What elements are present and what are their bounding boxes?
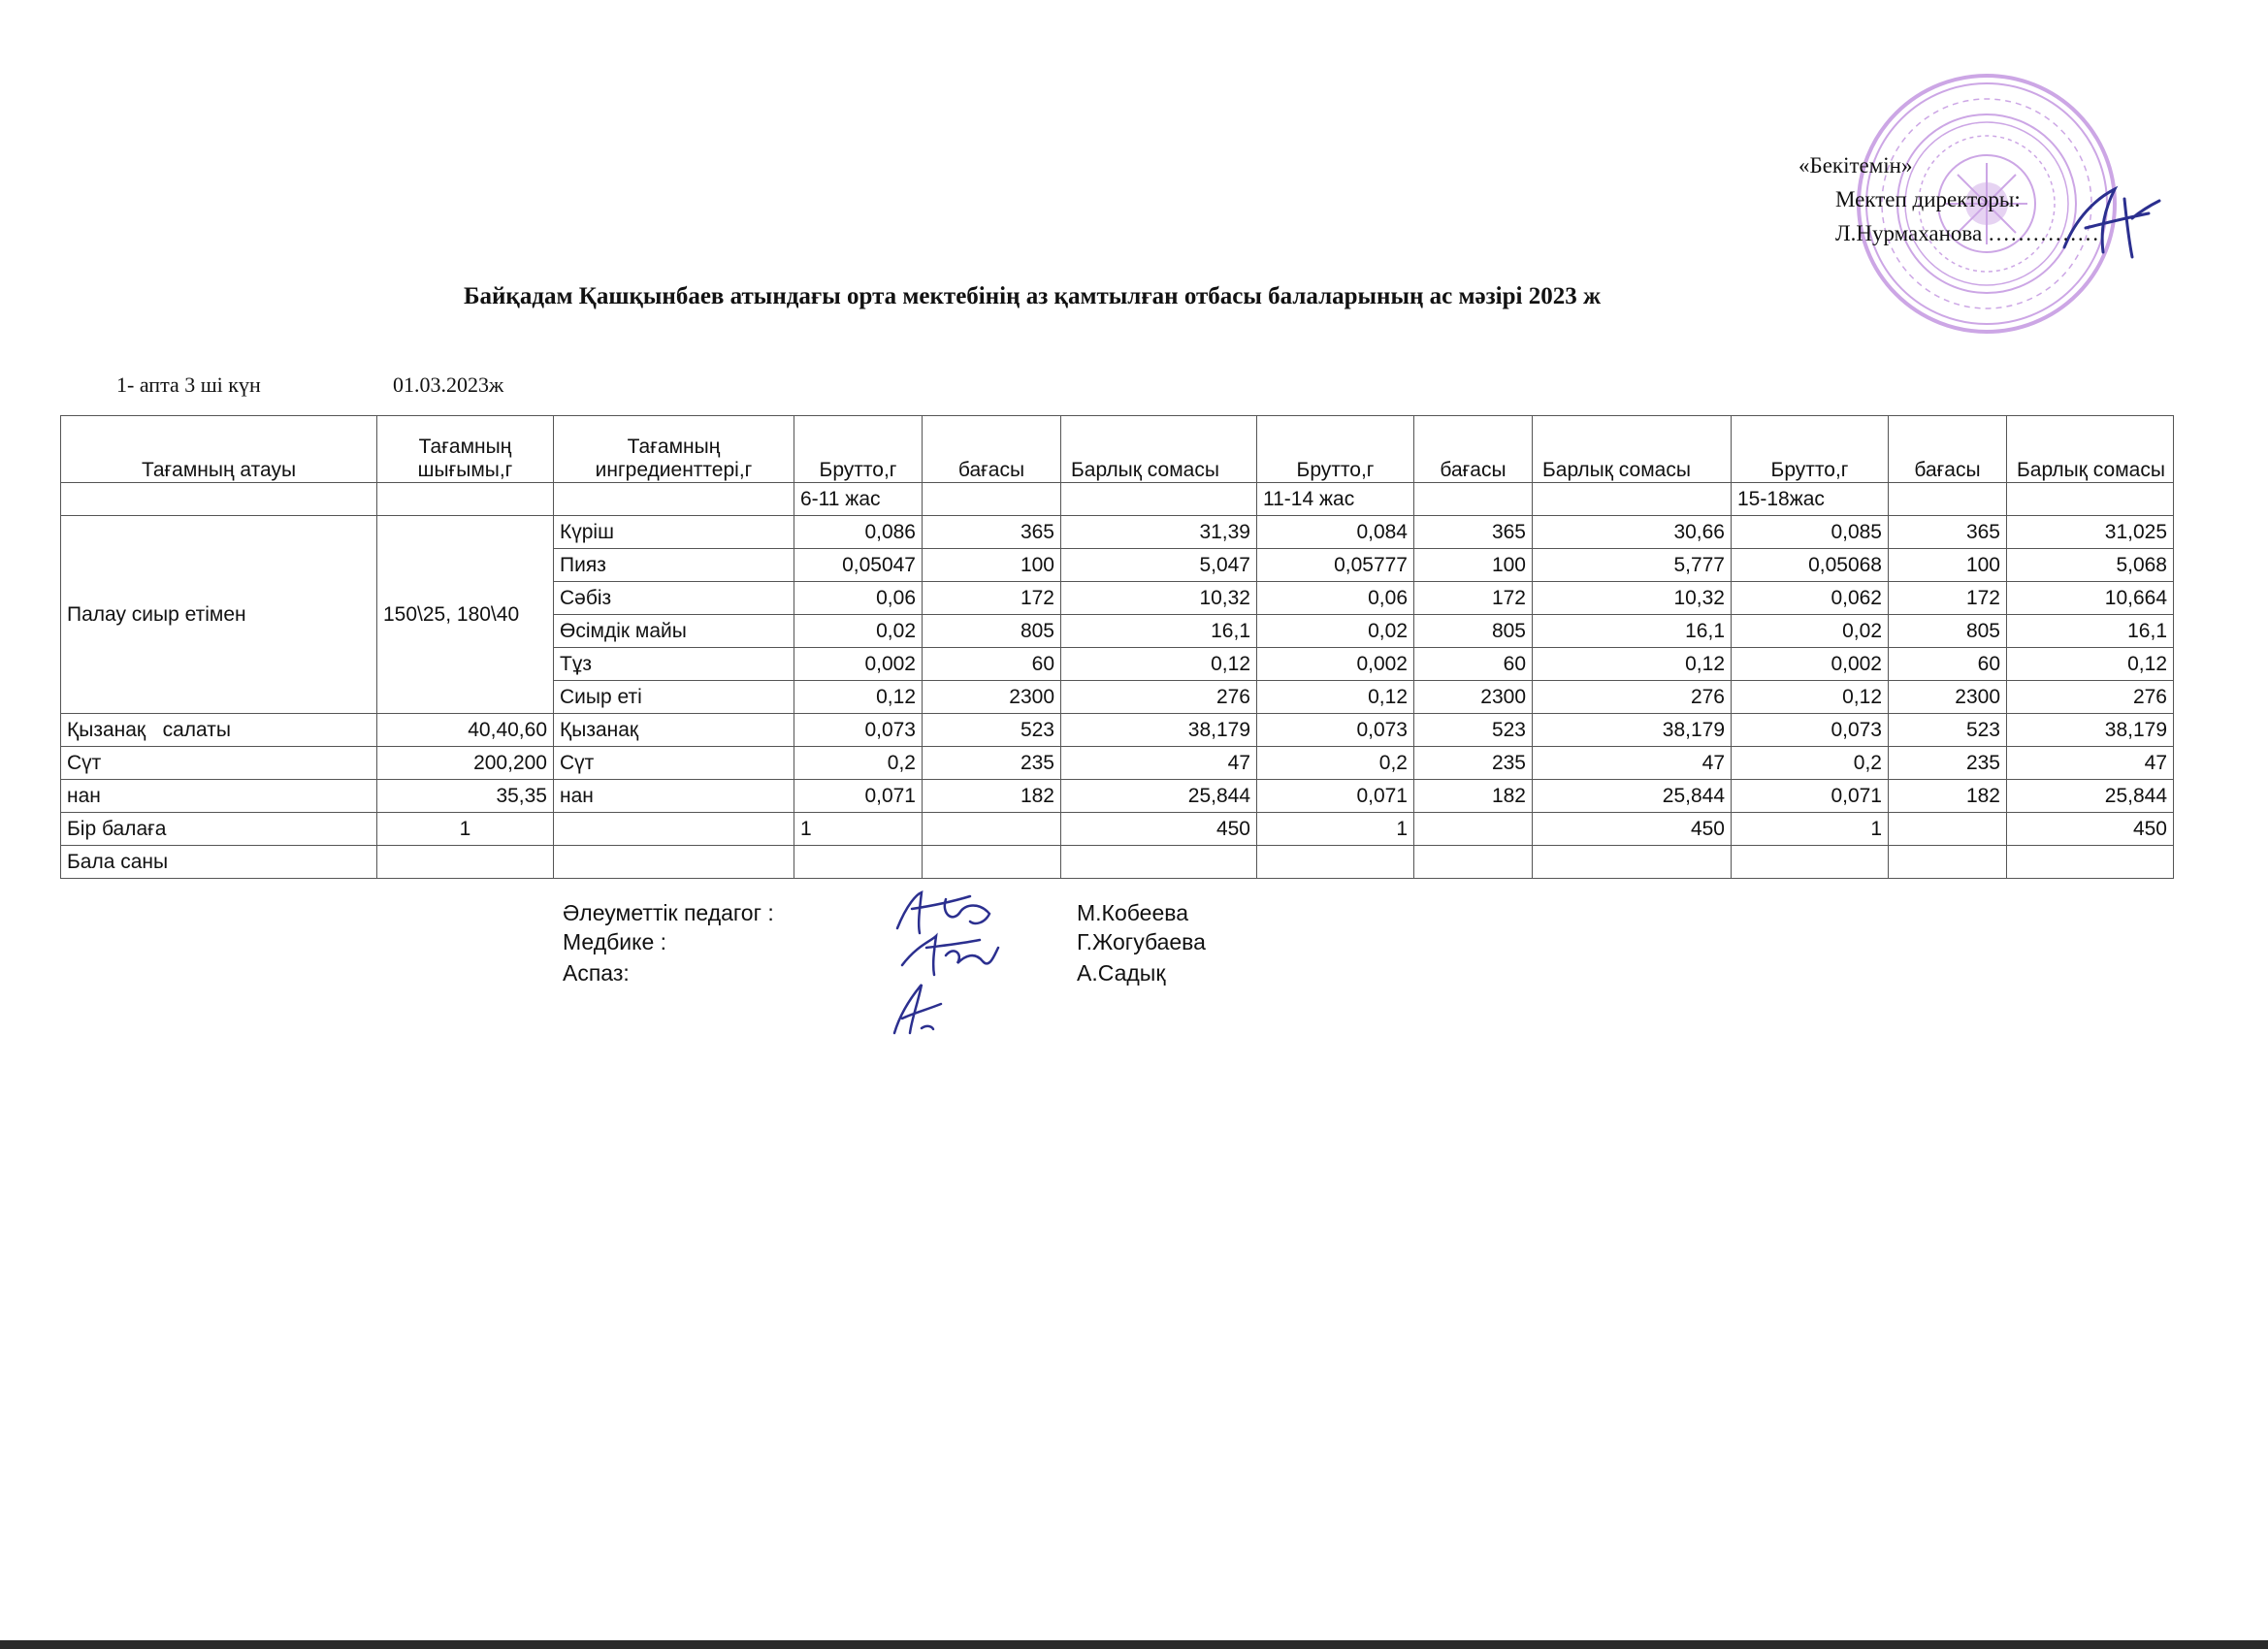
total-cell: 16,1 <box>1061 615 1257 648</box>
brutto-cell: 0,06 <box>1257 582 1414 615</box>
ingredient-name: Күріш <box>554 516 794 549</box>
brutto-cell: 0,073 <box>1257 714 1414 747</box>
brutto-cell: 0,073 <box>1732 714 1889 747</box>
price-cell: 235 <box>923 747 1061 780</box>
total-cell: 47 <box>1533 747 1732 780</box>
total-cell: 10,32 <box>1533 582 1732 615</box>
scan-edge-bar <box>0 1640 2268 1649</box>
price-cell: 60 <box>923 648 1061 681</box>
brutto-cell: 0,12 <box>794 681 923 714</box>
week-day-label: 1- апта 3 ші күн <box>116 372 261 397</box>
price-cell: 2300 <box>1414 681 1533 714</box>
header-brutto-2: Брутто,г <box>1257 416 1414 483</box>
ingredient-name: нан <box>554 780 794 813</box>
children-count-row <box>61 846 2174 879</box>
dish-yield: 150\25, 180\40 <box>377 516 554 714</box>
header-brutto-1: Брутто,г <box>794 416 923 483</box>
approval-title: «Бекітемін» <box>1798 153 1913 178</box>
per-child-total-3: 450 <box>2007 813 2174 846</box>
total-cell: 276 <box>2007 681 2174 714</box>
brutto-cell: 0,062 <box>1732 582 1889 615</box>
social-pedagogue-name: М.Кобеева <box>1077 900 1188 925</box>
dish-name: Сүт <box>61 747 377 780</box>
price-cell: 805 <box>1414 615 1533 648</box>
total-cell: 10,32 <box>1061 582 1257 615</box>
total-cell: 5,777 <box>1533 549 1732 582</box>
ingredient-name: Сүт <box>554 747 794 780</box>
brutto-cell: 0,05047 <box>794 549 923 582</box>
price-cell: 182 <box>1414 780 1533 813</box>
price-cell: 60 <box>1889 648 2007 681</box>
price-cell: 805 <box>923 615 1061 648</box>
nurse-role: Медбике : <box>563 929 667 954</box>
price-cell: 100 <box>923 549 1061 582</box>
price-cell: 2300 <box>1889 681 2007 714</box>
cook-name: А.Садық <box>1077 960 1166 986</box>
price-cell: 365 <box>1414 516 1533 549</box>
brutto-cell: 0,2 <box>1257 747 1414 780</box>
brutto-cell: 0,12 <box>1257 681 1414 714</box>
dish-name: Палау сиыр етімен <box>61 516 377 714</box>
dish-yield: 35,35 <box>377 780 554 813</box>
social-pedagogue-role: Әлеуметтік педагог : <box>563 900 774 925</box>
dish-row <box>61 780 2174 813</box>
brutto-cell: 0,2 <box>794 747 923 780</box>
per-child-label: Бір балаға <box>61 813 377 846</box>
brutto-cell: 0,086 <box>794 516 923 549</box>
total-cell: 0,12 <box>1533 648 1732 681</box>
price-cell: 365 <box>1889 516 2007 549</box>
header-row <box>61 416 2174 483</box>
age-group-2: 11-14 жас <box>1257 483 1414 516</box>
cook-signature <box>883 975 951 1043</box>
total-cell: 38,179 <box>2007 714 2174 747</box>
total-cell: 16,1 <box>1533 615 1732 648</box>
ingredient-row <box>61 516 2174 549</box>
total-cell: 25,844 <box>1533 780 1732 813</box>
price-cell: 523 <box>1889 714 2007 747</box>
brutto-cell: 0,071 <box>1257 780 1414 813</box>
header-ingredients: Тағамның ингредиенттері,г <box>554 416 794 483</box>
total-cell: 38,179 <box>1061 714 1257 747</box>
total-cell: 31,39 <box>1061 516 1257 549</box>
ingredient-name: Сәбіз <box>554 582 794 615</box>
dish-row <box>61 714 2174 747</box>
per-child-total-1: 450 <box>1061 813 1257 846</box>
age-group-row <box>61 483 2174 516</box>
price-cell: 2300 <box>923 681 1061 714</box>
price-cell: 172 <box>1414 582 1533 615</box>
header-total-2: Барлық сомасы <box>1533 416 1732 483</box>
brutto-cell: 0,085 <box>1732 516 1889 549</box>
price-cell: 172 <box>923 582 1061 615</box>
price-cell: 60 <box>1414 648 1533 681</box>
price-cell: 100 <box>1889 549 2007 582</box>
header-dish-name: Тағамның атауы <box>61 416 377 483</box>
price-cell: 235 <box>1414 747 1533 780</box>
document-title: Байқадам Қашқынбаев атындағы орта мектебінің аз қамтылған отбасы балаларының ас мәзірі 2023 ж <box>464 283 1602 309</box>
per-child-total-2: 450 <box>1533 813 1732 846</box>
brutto-cell: 0,02 <box>794 615 923 648</box>
price-cell: 365 <box>923 516 1061 549</box>
price-cell: 523 <box>923 714 1061 747</box>
age-group-1: 6-11 жас <box>794 483 923 516</box>
ingredient-name: Тұз <box>554 648 794 681</box>
total-cell: 0,12 <box>1061 648 1257 681</box>
ingredient-name: Пияз <box>554 549 794 582</box>
brutto-cell: 0,05777 <box>1257 549 1414 582</box>
menu-table <box>60 415 2174 879</box>
header-total-3: Барлық сомасы <box>2007 416 2174 483</box>
brutto-cell: 0,071 <box>794 780 923 813</box>
age-group-3: 15-18жас <box>1732 483 1889 516</box>
per-child-row <box>61 813 2174 846</box>
nurse-name: Г.Жогубаева <box>1077 929 1206 954</box>
header-price-1: бағасы <box>923 416 1061 483</box>
brutto-cell: 0,06 <box>794 582 923 615</box>
ingredient-name: Қызанақ <box>554 714 794 747</box>
total-cell: 25,844 <box>2007 780 2174 813</box>
brutto-cell: 0,02 <box>1257 615 1414 648</box>
dish-row <box>61 747 2174 780</box>
total-cell: 47 <box>1061 747 1257 780</box>
total-cell: 30,66 <box>1533 516 1732 549</box>
director-name: Л.Нурмаханова …………… <box>1835 221 2099 245</box>
header-price-2: бағасы <box>1414 416 1533 483</box>
per-child-brutto-1: 1 <box>794 813 923 846</box>
total-cell: 10,664 <box>2007 582 2174 615</box>
brutto-cell: 0,05068 <box>1732 549 1889 582</box>
total-cell: 276 <box>1533 681 1732 714</box>
price-cell: 182 <box>1889 780 2007 813</box>
dish-name: нан <box>61 780 377 813</box>
price-cell: 182 <box>923 780 1061 813</box>
price-cell: 172 <box>1889 582 2007 615</box>
per-child-brutto-3: 1 <box>1732 813 1889 846</box>
total-cell: 5,068 <box>2007 549 2174 582</box>
brutto-cell: 0,2 <box>1732 747 1889 780</box>
brutto-cell: 0,073 <box>794 714 923 747</box>
ingredient-name: Өсімдік майы <box>554 615 794 648</box>
header-total-1: Барлық сомасы <box>1061 416 1257 483</box>
header-yield: Тағамның шығымы,г <box>377 416 554 483</box>
brutto-cell: 0,084 <box>1257 516 1414 549</box>
brutto-cell: 0,071 <box>1732 780 1889 813</box>
brutto-cell: 0,002 <box>1732 648 1889 681</box>
per-child-brutto-2: 1 <box>1257 813 1414 846</box>
ingredient-name: Сиыр еті <box>554 681 794 714</box>
header-price-3: бағасы <box>1889 416 2007 483</box>
price-cell: 805 <box>1889 615 2007 648</box>
price-cell: 523 <box>1414 714 1533 747</box>
brutto-cell: 0,002 <box>794 648 923 681</box>
total-cell: 0,12 <box>2007 648 2174 681</box>
brutto-cell: 0,12 <box>1732 681 1889 714</box>
dish-yield: 40,40,60 <box>377 714 554 747</box>
total-cell: 5,047 <box>1061 549 1257 582</box>
menu-date: 01.03.2023ж <box>393 372 504 397</box>
per-child-yield: 1 <box>377 813 554 846</box>
dish-yield: 200,200 <box>377 747 554 780</box>
cook-role: Аспаз: <box>563 960 630 986</box>
brutto-cell: 0,002 <box>1257 648 1414 681</box>
header-brutto-3: Брутто,г <box>1732 416 1889 483</box>
dish-name: Қызанақ салаты <box>61 714 377 747</box>
dish-single-rows <box>61 714 2174 813</box>
price-cell: 100 <box>1414 549 1533 582</box>
dish-palau-rows <box>61 516 2174 714</box>
brutto-cell: 0,02 <box>1732 615 1889 648</box>
total-cell: 31,025 <box>2007 516 2174 549</box>
total-cell: 25,844 <box>1061 780 1257 813</box>
total-cell: 47 <box>2007 747 2174 780</box>
total-cell: 16,1 <box>2007 615 2174 648</box>
total-cell: 38,179 <box>1533 714 1732 747</box>
director-role: Мектеп директоры: <box>1835 187 2021 211</box>
total-cell: 276 <box>1061 681 1257 714</box>
price-cell: 235 <box>1889 747 2007 780</box>
children-count-label: Бала саны <box>61 846 377 879</box>
